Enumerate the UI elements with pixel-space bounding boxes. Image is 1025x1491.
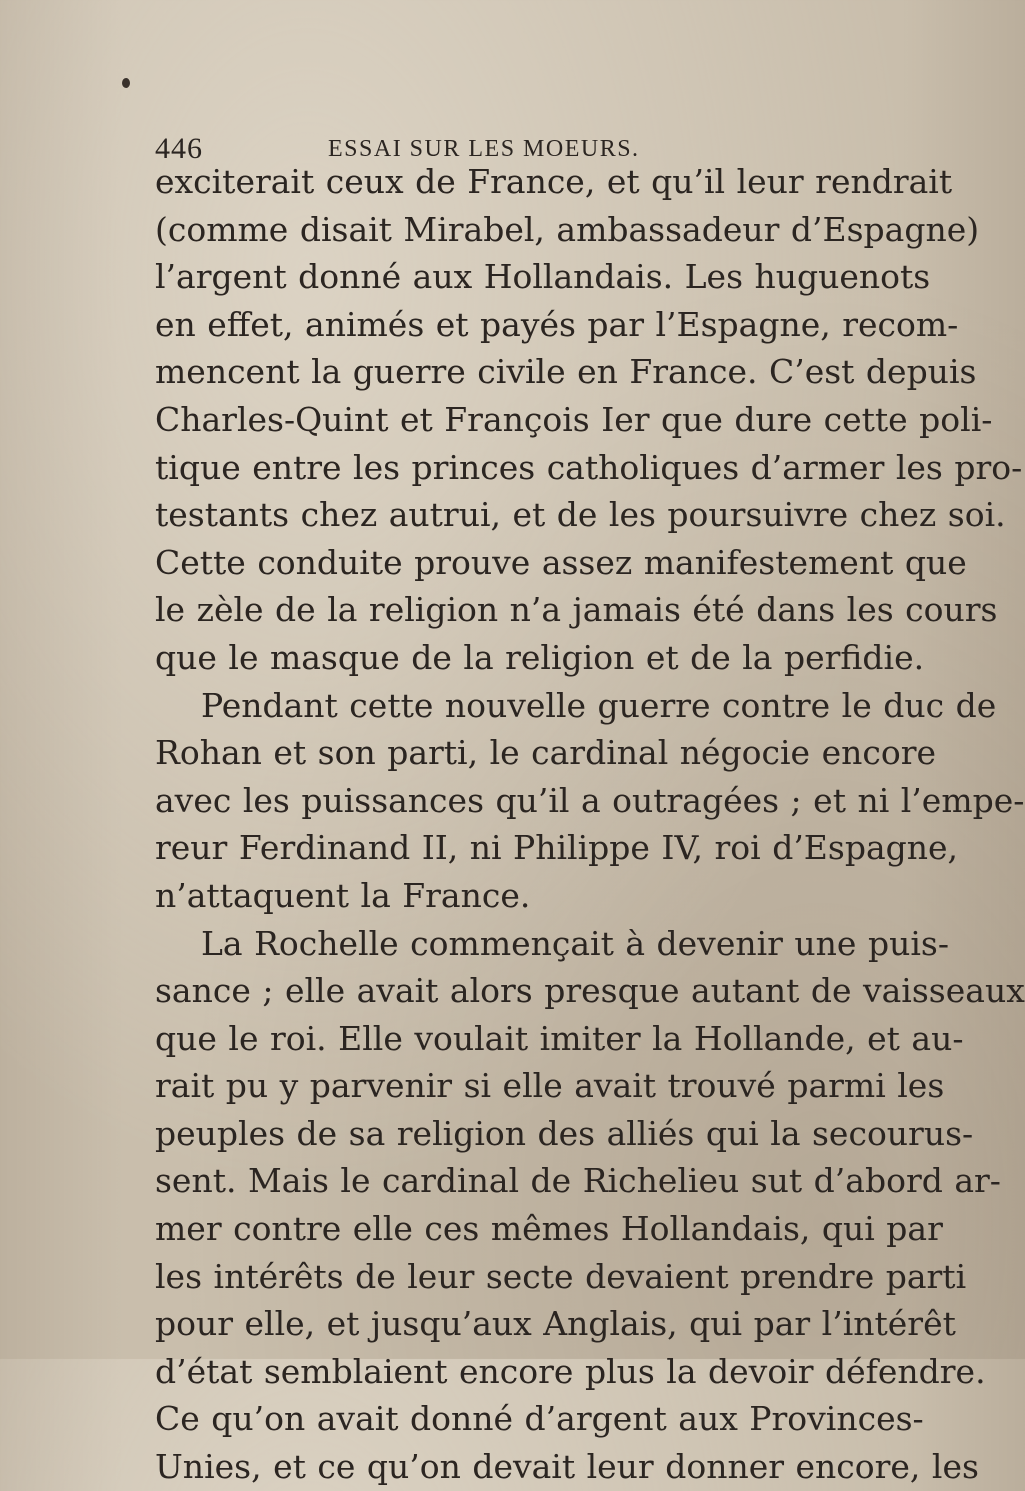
text-line: sent. Mais le cardinal de Richelieu sut d’abord ar-: [155, 1161, 1001, 1201]
text-line: La Rochelle commençait à devenir une puis-: [201, 923, 949, 963]
text-line: Unies, et ce qu’on devait leur donner encore, les: [155, 1447, 979, 1487]
body-text: [155, 158, 1025, 1491]
text-line: que le masque de la religion et de la perfidie.: [155, 637, 925, 677]
text-line: tique entre les princes catholiques d’armer les pro-: [155, 447, 1023, 487]
text-line: mer contre elle ces mêmes Hollandais, qui par: [155, 1209, 943, 1249]
text-line: reur Ferdinand II, ni Philippe IV, roi d’Espagne,: [155, 828, 959, 868]
text-line: mencent la guerre civile en France. C’est depuis: [155, 352, 977, 392]
text-line: les intérêts de leur secte devaient prendre parti: [155, 1256, 967, 1296]
text-line: d’état semblaient encore plus la devoir défendre.: [155, 1351, 986, 1391]
ink-speck: [122, 78, 130, 88]
running-title: ESSAI SUR LES MOEURS.: [328, 136, 640, 162]
text-line: n’attaquent la France.: [155, 875, 531, 915]
text-line: exciterait ceux de France, et qu’il leur rendrait: [155, 162, 953, 201]
text-line: testants chez autrui, et de les poursuivre chez soi.: [155, 495, 1006, 535]
text-line: que le roi. Elle voulait imiter la Hollande, et au-: [155, 1018, 964, 1058]
text-line: Charles-Quint et François Ier que dure cette poli-: [155, 399, 993, 439]
text-line: sance ; elle avait alors presque autant de vaisseaux: [155, 971, 1025, 1011]
text-line: peuples de sa religion des alliés qui la secourus-: [155, 1113, 974, 1153]
text-line: Pendant cette nouvelle guerre contre le duc de: [201, 685, 997, 725]
text-line: le zèle de la religion n’a jamais été dans les cours: [155, 590, 998, 630]
page-number: 446: [155, 132, 203, 165]
text-line: l’argent donné aux Hollandais. Les huguenots: [155, 257, 931, 297]
text-line: pour elle, et jusqu’aux Anglais, qui par l’intérêt: [155, 1304, 956, 1344]
text-line: (comme disait Mirabel, ambassadeur d’Espagne): [155, 209, 980, 249]
text-line: avec les puissances qu’il a outragées ; et ni l’empe-: [155, 780, 1025, 820]
text-line: rait pu y parvenir si elle avait trouvé parmi les: [155, 1066, 945, 1106]
text-line: Rohan et son parti, le cardinal négocie encore: [155, 733, 937, 773]
text-line: Ce qu’on avait donné d’argent aux Provinces-: [155, 1399, 924, 1439]
text-line: Cette conduite prouve assez manifestement que: [155, 542, 967, 582]
text-line: en effet, animés et payés par l’Espagne, recom-: [155, 304, 959, 344]
